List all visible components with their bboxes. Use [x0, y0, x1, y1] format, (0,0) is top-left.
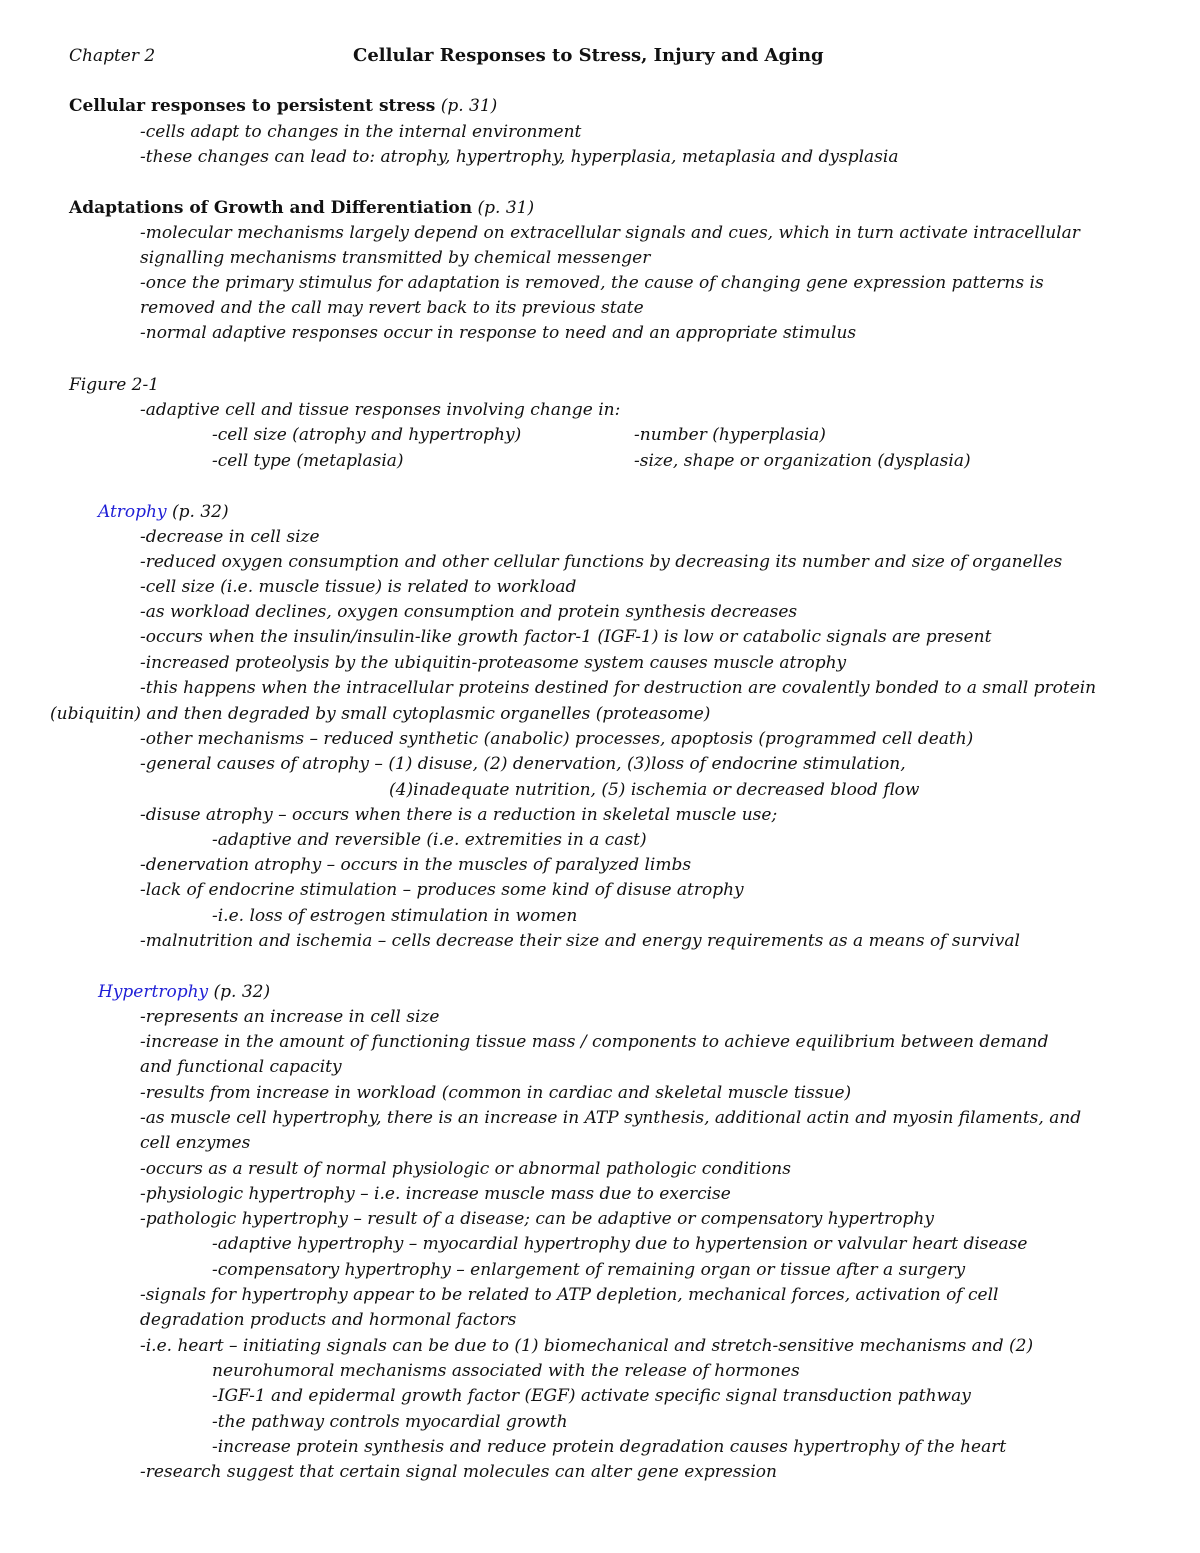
note-line: -these changes can lead to: atrophy, hypertrophy, hyperplasia, metaplasia and dysplasia: [140, 147, 899, 167]
note-line: -decrease in cell size: [140, 527, 320, 547]
note-line: -once the primary stimulus for adaptation is removed, the cause of changing gene expression patterns is: [140, 273, 1044, 293]
note-line: -disuse atrophy – occurs when there is a reduction in skeletal muscle use;: [140, 805, 778, 825]
note-line: -this happens when the intracellular proteins destined for destruction are covalently bonded to a small protein: [140, 678, 1097, 698]
note-line: -other mechanisms – reduced synthetic (anabolic) processes, apoptosis (programmed cell death): [140, 729, 974, 749]
heading-text: Cellular responses to persistent stress: [69, 96, 436, 116]
note-line: -molecular mechanisms largely depend on extracellular signals and cues, which in turn activate intracellular: [140, 223, 1080, 243]
note-line: -normal adaptive responses occur in response to need and an appropriate stimulus: [140, 323, 857, 343]
figure-heading: Figure 2-1: [69, 375, 160, 395]
page-ref: (p. 32): [213, 982, 271, 1002]
note-line: -lack of endocrine stimulation – produces some kind of disuse atrophy: [140, 880, 744, 900]
note-line: -increased proteolysis by the ubiquitin-proteasome system causes muscle atrophy: [140, 653, 847, 673]
note-line: -represents an increase in cell size: [140, 1007, 440, 1027]
note-line: -general causes of atrophy – (1) disuse, (2) denervation, (3)loss of endocrine stimulation,: [140, 754, 906, 774]
page-ref: (p. 32): [172, 502, 229, 522]
note-line: -i.e. heart – initiating signals can be due to (1) biomechanical and stretch-sensitive mechanisms and (2): [140, 1336, 1034, 1356]
note-line: -physiologic hypertrophy – i.e. increase muscle mass due to exercise: [140, 1184, 731, 1204]
note-line: -cells adapt to changes in the internal environment: [140, 122, 582, 142]
subsection-heading-hypertrophy: [98, 981, 270, 1003]
note-line: signalling mechanisms transmitted by chemical messenger: [140, 248, 651, 268]
note-line: removed and the call may revert back to its previous state: [140, 298, 644, 318]
note-line: -as muscle cell hypertrophy, there is an increase in ATP synthesis, additional actin and myosin filaments, and: [140, 1108, 1082, 1128]
subsection-heading-atrophy: [98, 501, 229, 523]
heading-text: Adaptations of Growth and Differentiation: [69, 198, 473, 218]
note-line: -adaptive hypertrophy – myocardial hypertrophy due to hypertension or valvular heart disease: [212, 1234, 1028, 1254]
note-line: -the pathway controls myocardial growth: [212, 1412, 568, 1432]
note-line: -malnutrition and ischemia – cells decrease their size and energy requirements as a means of survival: [140, 931, 1020, 951]
section-heading-adaptations: [69, 197, 534, 219]
note-line: -denervation atrophy – occurs in the muscles of paralyzed limbs: [140, 855, 692, 875]
note-line: -occurs when the insulin/insulin-like growth factor-1 (IGF-1) is low or catabolic signals are present: [140, 627, 992, 647]
note-line: -number (hyperplasia): [634, 425, 826, 445]
note-line: -cell size (i.e. muscle tissue) is related to workload: [140, 577, 577, 597]
note-line: -IGF-1 and epidermal growth factor (EGF) activate specific signal transduction pathway: [212, 1386, 971, 1406]
note-line: -adaptive cell and tissue responses involving change in:: [140, 400, 621, 420]
note-line: cell enzymes: [140, 1133, 251, 1153]
note-line: neurohumoral mechanisms associated with the release of hormones: [212, 1361, 800, 1381]
page-ref: (p. 31): [477, 198, 535, 218]
heading-text: Atrophy: [98, 502, 167, 522]
note-line: -i.e. loss of estrogen stimulation in women: [212, 906, 578, 926]
page-ref: (p. 31): [440, 96, 498, 116]
note-line: (4)inadequate nutrition, (5) ischemia or decreased blood flow: [389, 780, 920, 800]
note-line: -results from increase in workload (common in cardiac and skeletal muscle tissue): [140, 1083, 852, 1103]
note-line: -reduced oxygen consumption and other cellular functions by decreasing its number and size of organelles: [140, 552, 1063, 572]
note-line: -cell size (atrophy and hypertrophy): [212, 425, 522, 445]
note-line: -occurs as a result of normal physiologic or abnormal pathologic conditions: [140, 1159, 791, 1179]
note-line: -adaptive and reversible (i.e. extremities in a cast): [212, 830, 647, 850]
note-line: -increase in the amount of functioning tissue mass / components to achieve equilibrium between demand: [140, 1032, 1049, 1052]
section-heading-stress: [69, 95, 497, 117]
heading-text: Hypertrophy: [98, 982, 209, 1002]
note-line: -pathologic hypertrophy – result of a disease; can be adaptive or compensatory hypertrophy: [140, 1209, 934, 1229]
note-line: -compensatory hypertrophy – enlargement of remaining organ or tissue after a surgery: [212, 1260, 966, 1280]
note-line: (ubiquitin) and then degraded by small cytoplasmic organelles (proteasome): [50, 704, 711, 724]
note-line: -cell type (metaplasia): [212, 451, 404, 471]
note-line: -size, shape or organization (dysplasia): [634, 451, 971, 471]
chapter-label: Chapter 2: [69, 46, 156, 66]
note-line: degradation products and hormonal factors: [140, 1310, 517, 1330]
note-line: -increase protein synthesis and reduce protein degradation causes hypertrophy of the heart: [212, 1437, 1007, 1457]
page-title: Cellular Responses to Stress, Injury and Aging: [353, 45, 824, 66]
note-line: -signals for hypertrophy appear to be related to ATP depletion, mechanical forces, activation of cell: [140, 1285, 999, 1305]
note-line: -research suggest that certain signal molecules can alter gene expression: [140, 1462, 777, 1482]
note-line: -as workload declines, oxygen consumption and protein synthesis decreases: [140, 602, 798, 622]
note-line: and functional capacity: [140, 1057, 342, 1077]
